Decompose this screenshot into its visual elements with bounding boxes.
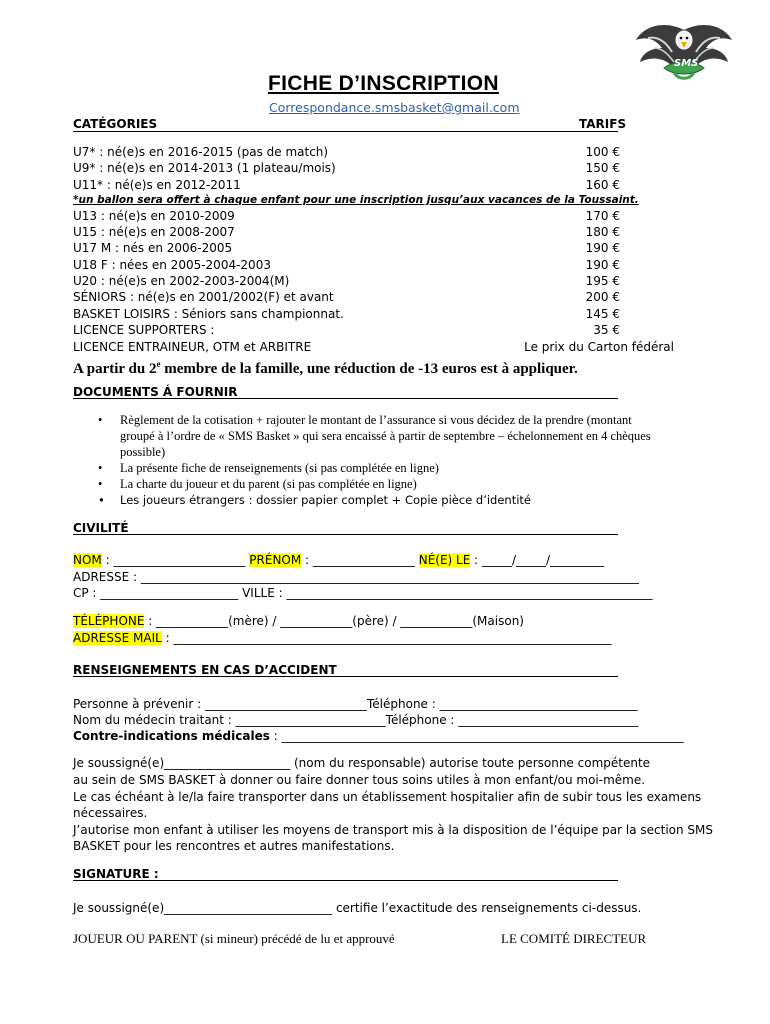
category-row: U18 F : nées en 2005-2004-2003 [73, 258, 271, 272]
autorisation-line: au sein de SMS BASKET à donner ou faire donner tous soins utiles à mon enfant/ou moi-même. [73, 773, 646, 787]
autorisation-line: Je soussigné(e)_____________________ (nom du responsable) autorise toute personne compétente [73, 756, 651, 770]
telephone-label: TÉLÉPHONE [73, 614, 145, 628]
category-row: U7* : né(e)s en 2016-2015 (pas de match) [73, 145, 329, 159]
autorisation-line: J’autorise mon enfant à utiliser les moyens de transport mis à la disposition de l’équipe par la section SMS [73, 823, 713, 837]
category-price: 200 € [585, 290, 620, 304]
category-price: 35 € [593, 323, 620, 337]
list-item: • La présente fiche de renseignements (si pas complétée en ligne) [98, 461, 439, 475]
telephone-line[interactable] [73, 613, 524, 629]
signature-field[interactable]: Je soussigné(e)____________________________ certifie l’exactitude des renseignements ci-dessus. [73, 901, 642, 915]
prenom-field[interactable]: : _________________ [301, 553, 419, 567]
reduction-pre: A partir du 2 [73, 361, 157, 377]
categories-heading: CATÉGORIES [73, 117, 158, 131]
category-row: U15 : né(e)s en 2008-2007 [73, 225, 235, 239]
signature-underline [73, 880, 618, 881]
licence-entraineur-price: Le prix du Carton fédéral [524, 340, 674, 354]
club-logo [634, 18, 734, 88]
nom-field[interactable]: : ______________________ [101, 553, 250, 567]
licence-entraineur-label: LICENCE ENTRAINEUR, OTM et ARBITRE [73, 340, 312, 354]
list-item: • Les joueurs étrangers : dossier papier complet + Copie pièce d’identité [98, 493, 531, 507]
document-item: Règlement de la cotisation + rajouter le montant de l’assurance si vous décidez de la prendre (montant groupé à l’ordre de « SMS Basket » qui sera encaissé à partir de septembre – échelonnement en 4 chèques possible) [120, 413, 651, 459]
personne-prevenir-field[interactable]: Personne à prévenir : ___________________________Téléphone : _________________________________ [73, 697, 638, 711]
autorisation-line: nécessaires. [73, 806, 148, 820]
naissance-field[interactable]: : _____/_____/_________ [470, 553, 605, 567]
documents-list [98, 412, 658, 508]
accident-heading: RENSEIGNEMENTS EN CAS D’ACCIDENT [73, 663, 337, 677]
eagle-logo-icon [634, 18, 734, 88]
category-row: U20 : né(e)s en 2002-2003-2004(M) [73, 274, 290, 288]
contre-indications-field[interactable]: : ___________________________________________________________________ [269, 729, 684, 743]
category-row: U13 : né(e)s en 2010-2009 [73, 209, 235, 223]
category-row: BASKET LOISIRS : Séniors sans championnat. [73, 307, 344, 321]
document-item: La charte du joueur et du parent (si pas complétée en ligne) [120, 477, 417, 491]
category-row: U9* : né(e)s en 2014-2013 (1 plateau/mois) [73, 161, 336, 175]
contact-email-link[interactable]: Correspondance.smsbasket@gmail.com [269, 100, 520, 115]
adresse-field[interactable]: ADRESSE : ___________________________________________________________________________________ [73, 570, 639, 584]
autorisation-line: BASKET pour les rencontres et autres manifestations. [73, 839, 395, 853]
civilite-heading: CIVILITÉ [73, 521, 129, 535]
ballon-note: *un ballon sera offert à chaque enfant pour une inscription jusqu’aux vacances de la Toussaint. [73, 194, 639, 206]
category-price: 150 € [585, 161, 620, 175]
contre-indications-line[interactable] [73, 728, 684, 744]
civilite-underline [73, 534, 618, 535]
adresse-mail-line[interactable] [73, 630, 611, 646]
category-price: 170 € [585, 209, 620, 223]
autorisation-line: Le cas échéant à le/la faire transporter dans un établissement hospitalier afin de subir tous les examens [73, 790, 702, 804]
list-item: • Règlement de la cotisation + rajouter le montant de l’assurance si vous décidez de la prendre (montant groupé à l’ordre de « SMS Basket » qui sera encaissé à partir de septembre – échelonnement en 4 chèques possible) [98, 413, 651, 459]
accident-underline [73, 676, 618, 677]
category-row: SÉNIORS : né(e)s en 2001/2002(F) et avant [73, 290, 334, 304]
adresse-mail-field[interactable]: : _________________________________________________________________________ [161, 631, 612, 645]
comite-directeur-label: LE COMITÉ DIRECTEUR [501, 931, 647, 946]
tarifs-heading: TARIFS [579, 117, 627, 131]
naissance-label: NÉ(E) LE [418, 553, 471, 567]
logo-text: SMS [674, 58, 699, 69]
documents-heading: DOCUMENTS Á FOURNIR [73, 385, 238, 399]
prenom-label: PRÉNOM [249, 553, 302, 567]
nom-label: NOM [73, 553, 102, 567]
document-item: Les joueurs étrangers : dossier papier complet + Copie pièce d’identité [120, 493, 531, 507]
joueur-parent-label: JOUEUR OU PARENT (si mineur) précédé de lu et approuvé [73, 931, 395, 946]
category-price: 100 € [585, 145, 620, 159]
medecin-field[interactable]: Nom du médecin traitant : _________________________Téléphone : ______________________________ [73, 713, 639, 727]
category-price: 190 € [585, 258, 620, 272]
category-price: 145 € [585, 307, 620, 321]
reduction-post: membre de la famille, une réduction de -13 euros est à appliquer. [160, 361, 578, 377]
category-price: 195 € [585, 274, 620, 288]
reduction-notice [73, 355, 578, 378]
category-row: U11* : né(e)s en 2012-2011 [73, 178, 241, 192]
category-price: 190 € [585, 241, 620, 255]
contre-indications-label: Contre-indications médicales [73, 729, 270, 743]
documents-underline [73, 398, 618, 399]
category-row: U17 M : nés en 2006-2005 [73, 241, 233, 255]
document-item: La présente fiche de renseignements (si pas complétée en ligne) [120, 461, 439, 475]
page-title: FICHE D’INSCRIPTION [268, 72, 499, 95]
nom-line[interactable] [73, 552, 604, 568]
cp-ville-field[interactable]: CP : _______________________ VILLE : _____________________________________________________________ [73, 586, 653, 600]
category-price: 180 € [585, 225, 620, 239]
category-row: LICENCE SUPPORTERS : [73, 323, 215, 337]
reduction-sup: e [156, 359, 161, 369]
category-price: 160 € [585, 178, 620, 192]
signature-heading: SIGNATURE : [73, 867, 159, 881]
list-item: • La charte du joueur et du parent (si pas complétée en ligne) [98, 477, 417, 491]
adresse-mail-label: ADRESSE MAIL [73, 631, 162, 645]
categories-underline [73, 131, 618, 132]
telephone-field[interactable]: : ____________(mère) / ____________(père) / ____________(Maison) [144, 614, 524, 628]
